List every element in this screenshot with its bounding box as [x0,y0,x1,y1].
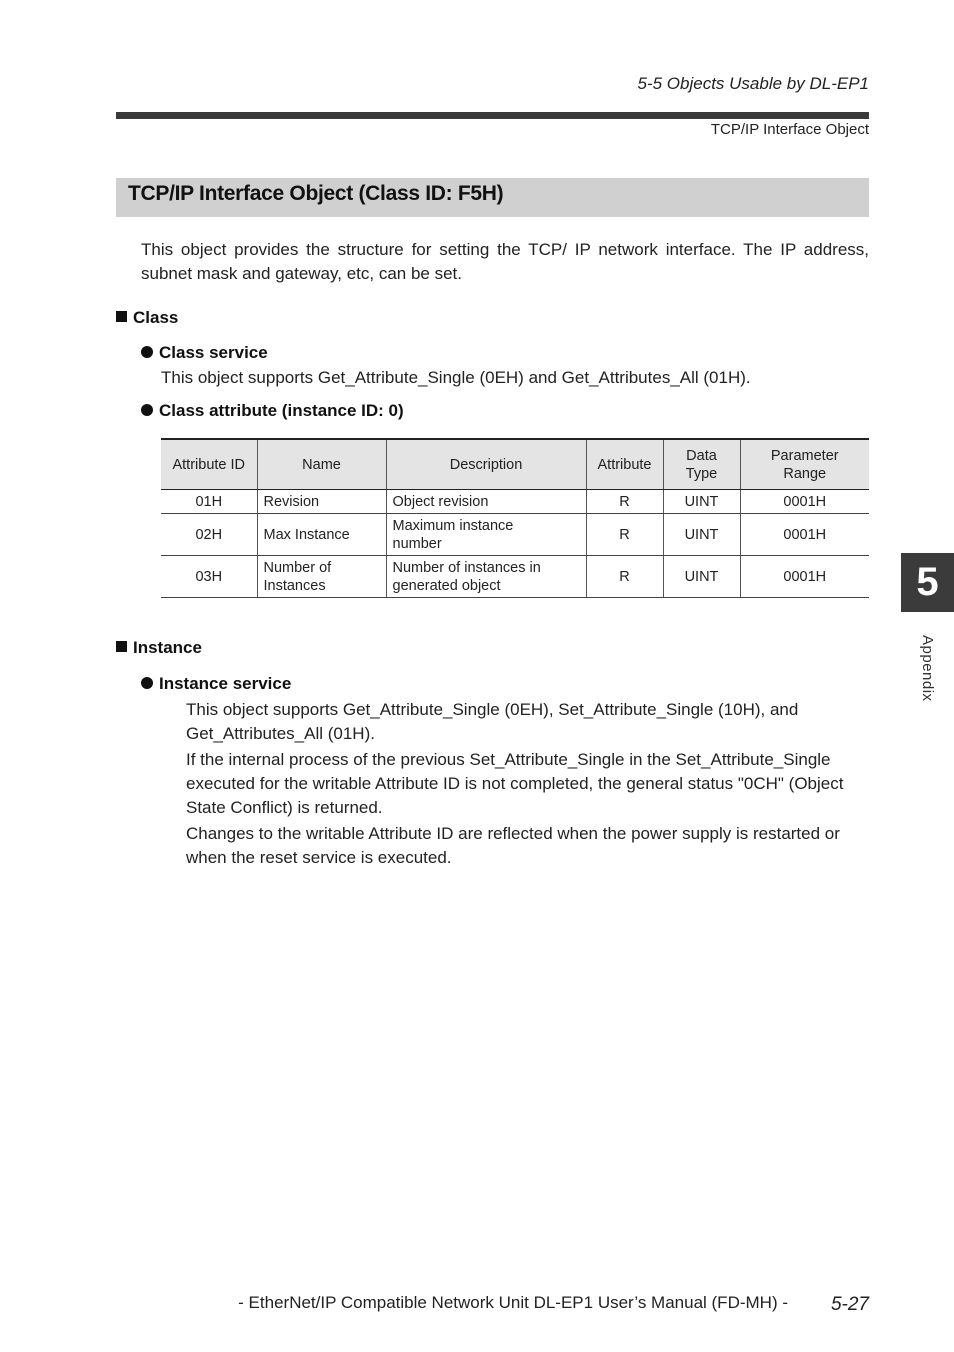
table-cell: R [586,556,663,598]
table-cell: 0001H [740,490,869,514]
table-cell: 03H [161,556,257,598]
class-attribute-heading [141,401,404,421]
square-bullet-icon [116,311,127,322]
intro-paragraph: This object provides the structure for setting the TCP/ IP network interface. The IP address, subnet mask and gateway, etc, can be set. [141,240,869,283]
table-header-cell: Parameter Range [740,439,869,490]
table-header-cell: Name [257,439,386,490]
table-cell: 01H [161,490,257,514]
round-bullet-icon [141,346,153,358]
instance-service-paragraph-2: If the internal process of the previous Set_Attribute_Single in the Set_Attribute_Single executed for the writable Attribute ID is not completed, the general status "0CH" (Object State Conflict) is returned. [186,750,844,817]
class-attribute-heading-label: Class attribute (instance ID: 0) [159,401,404,420]
running-header-section: 5-5 Objects Usable by DL-EP1 [637,74,869,93]
instance-heading-label: Instance [133,638,202,657]
page-title: TCP/IP Interface Object (Class ID: F5H) [128,182,504,205]
class-service-heading [141,343,268,363]
table-cell: 0001H [740,556,869,598]
page-number: 5-27 [830,1294,869,1315]
round-bullet-icon [141,677,153,689]
footer-manual-title: - EtherNet/IP Compatible Network Unit DL-EP1 User’s Manual (FD-MH) - [238,1293,788,1312]
table-cell: Maximum instance number [386,514,586,556]
table-cell: R [586,490,663,514]
table-cell: UINT [663,490,740,514]
table-header-cell: Description [386,439,586,490]
table-cell: Object revision [386,490,586,514]
class-service-heading-label: Class service [159,343,268,362]
table-cell: R [586,514,663,556]
table-cell: Number of Instances [257,556,386,598]
side-section-label [905,635,949,725]
header-rule [116,112,869,119]
class-service-text: This object supports Get_Attribute_Single (0EH) and Get_Attributes_All (01H). [161,368,751,387]
round-bullet-icon [141,404,153,416]
table-row [161,490,869,514]
instance-service-heading-label: Instance service [159,674,292,693]
chapter-tab: 5 [901,553,954,612]
class-attribute-table [161,438,869,598]
table-header-cell: Attribute ID [161,439,257,490]
instance-heading [116,638,202,658]
table-cell: Max Instance [257,514,386,556]
table-cell: 02H [161,514,257,556]
table-cell: UINT [663,556,740,598]
table-cell: Revision [257,490,386,514]
side-section-label-text: Appendix [919,635,936,702]
table-header-row [161,439,869,490]
table-cell: UINT [663,514,740,556]
class-heading-label: Class [133,308,179,327]
table-row [161,514,869,556]
instance-service-paragraph-3: Changes to the writable Attribute ID are reflected when the power supply is restarted or when the reset service is executed. [186,824,840,867]
table-row [161,556,869,598]
table-header-cell: Attribute [586,439,663,490]
square-bullet-icon [116,641,127,652]
table-cell: Number of instances in generated object [386,556,586,598]
table-cell: 0001H [740,514,869,556]
table-header-cell: Data Type [663,439,740,490]
class-heading [116,308,178,328]
instance-service-heading [141,674,291,694]
instance-service-paragraph-1: This object supports Get_Attribute_Single (0EH), Set_Attribute_Single (10H), and Get_Attributes_All (01H). [186,700,799,743]
running-header-subsection: TCP/IP Interface Object [710,121,869,138]
